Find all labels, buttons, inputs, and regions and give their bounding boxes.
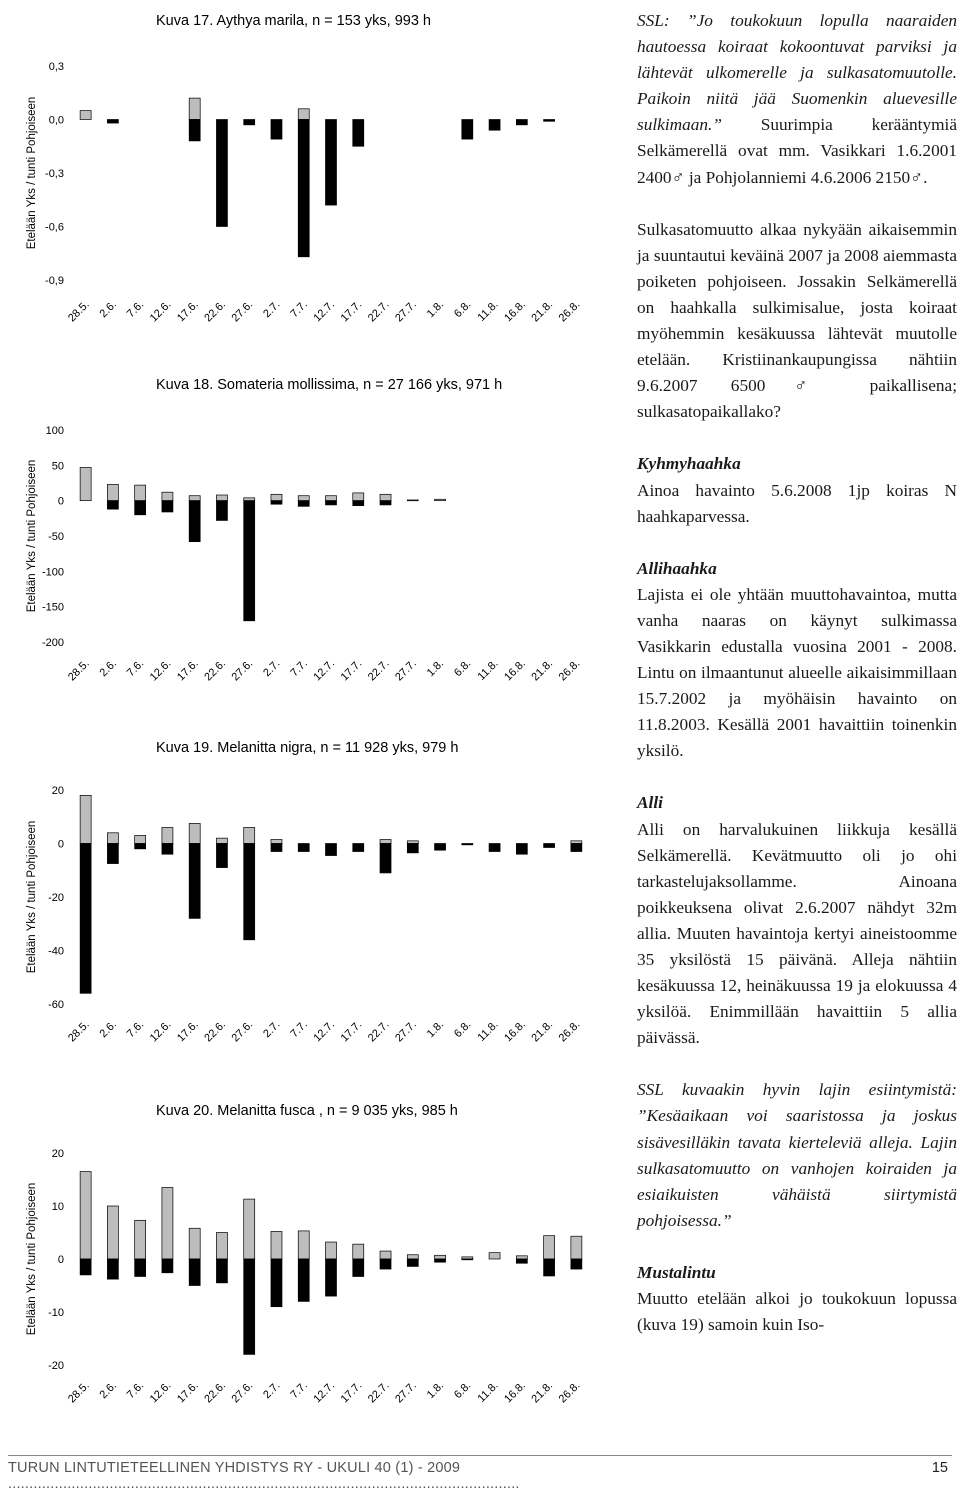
x-tick-label: 27.6. [229,1379,256,1406]
y-tick-label: -100 [41,566,64,579]
x-tick-label: 12.6. [147,1379,174,1406]
x-tick-label: 26.8. [556,1379,583,1406]
x-tick-label: 16.8. [502,1018,528,1045]
y-axis-label-part: Pohjoiseen [26,1182,38,1243]
x-tick-label: 28.5. [65,657,92,684]
bar [271,501,282,505]
x-tick-label: 1.8. [424,657,447,680]
chart-title: Kuva 20. Melanitta fusca , n = 9 035 yks, 985 h [156,1103,458,1119]
y-axis-label-part: Yks / tunti [26,519,38,574]
x-tick-label: 27.7. [393,1018,419,1045]
x-tick-label: 12.6. [147,1018,174,1045]
x-tick-label: 1.8. [424,298,447,321]
bar [516,1256,527,1259]
bar [298,120,309,257]
x-tick-label: 26.8. [556,298,583,325]
x-tick-label: 2.7. [261,657,283,680]
chart-20 [26,1103,582,1405]
heading-allihaahka: Allihaahka [637,558,717,578]
y-tick-label: -10 [48,1307,64,1319]
x-tick-label: 17.7. [338,1018,365,1045]
x-tick-label: 12.7. [311,1018,338,1045]
bar [162,501,173,512]
bar [298,844,309,852]
bar [189,1228,200,1259]
x-tick-label: 16.8. [502,298,528,325]
bar [380,501,391,505]
bar [326,496,337,501]
bar [135,1259,146,1276]
bar [107,484,118,500]
x-tick-label: 22.7. [365,1379,392,1406]
chart-title: Kuva 19. Melanitta nigra, n = 11 928 yks, 979 h [156,740,459,756]
bar [189,823,200,843]
bar [544,844,555,848]
x-tick-label: 22.7. [365,657,392,684]
bar [162,1187,173,1259]
footer-rule [8,1455,952,1456]
bar [462,844,473,845]
x-tick-label: 28.5. [65,298,92,325]
x-tick-label: 27.6. [229,1018,256,1045]
x-tick-label: 22.6. [202,298,229,325]
y-axis-label [26,1183,38,1336]
y-tick-label: 20 [51,785,64,797]
chart-19 [26,740,582,1044]
heading-mustalintu: Mustalintu [637,1262,716,1282]
y-axis-label-part: Pohjoiseen [26,96,38,157]
x-tick-label: 1.8. [424,1018,447,1041]
x-tick-label: 7.6. [124,1379,147,1402]
x-tick-label: 2.6. [97,1379,120,1402]
y-tick-label: 50 [51,460,64,473]
x-tick-label: 7.6. [124,657,147,680]
bar [216,1259,227,1283]
bar [244,1259,255,1354]
y-tick-label: -50 [48,531,64,543]
bar [489,1253,500,1259]
y-tick-label: 0,0 [48,114,64,127]
chart-title: Kuva 17. Aythya marila, n = 153 yks, 993 h [156,13,431,29]
x-tick-label: 27.6. [229,298,256,325]
x-tick-label: 17.6. [175,657,201,684]
bar [489,120,500,131]
bar [380,1251,391,1259]
x-tick-label: 7.7. [288,298,310,321]
bar [271,839,282,843]
x-tick-label: 12.7. [311,1379,338,1406]
bar [244,844,255,940]
x-tick-label: 21.8. [529,1379,556,1406]
chart-18 [26,377,582,683]
x-tick-label: 2.6. [97,1018,120,1041]
ssl-quote: SSL: ”Jo toukokuun lopulla naaraiden hautoessa koiraat kokoontuvat parviksi ja lähtevät ulkomerelle ja sulkasatomuutolle. Paikoin niitä jää Suomenkin aluevesille sulkimaan.” [637,11,957,135]
x-tick-label: 2.7. [261,298,283,321]
x-tick-label: 7.6. [124,298,147,321]
bar [244,1199,255,1259]
y-tick-label: 0 [57,1254,64,1266]
x-tick-label: 17.6. [175,298,201,325]
y-tick-label: 0 [57,838,64,851]
x-tick-label: 2.7. [261,1379,283,1402]
bar [80,844,91,994]
x-tick-label: 21.8. [529,298,556,325]
x-tick-label: 17.6. [175,1018,201,1045]
y-tick-label: -20 [48,892,64,904]
x-tick-label: 22.6. [202,1379,229,1406]
x-tick-label: 2.6. [97,657,120,680]
x-tick-label: 11.8. [475,298,501,324]
y-tick-label: 0 [57,495,64,508]
bar [298,109,309,120]
bar [407,1255,418,1259]
y-axis-label-part: Yks / tunti [26,880,38,935]
paragraph-moult-migration: Sulkasatomuutto alkaa nykyään aikaisemmin ja suuntautui keväinä 2007 ja 2008 aiemmasta poiketen pohjoiseen. Jossakin Selkämerellä on haahkalla sulkimisalue, josta koiraat myöhemmin kesäkuussa lähtevät muutolle etelään. Kristiinankaupungissa nähtiin 9.6.2007 6500♂ paikallisena; sulkasatopaikallako? [637,219,957,422]
bar [407,500,418,501]
bar [244,498,255,501]
bar [571,1259,582,1269]
bar [189,1259,200,1286]
x-tick-label: 22.6. [202,657,229,684]
x-tick-label: 17.7. [338,1379,365,1406]
paragraph-ssl-rest: Suurimpia kerääntymiä Selkämerellä ovat mm. Vasikkari 1.6.2001 2400♂ ja Pohjolanniemi 4.6.2006 2150♂. [637,115,957,187]
y-axis-label-part: Yks / tunti [26,1242,38,1297]
bar [80,795,91,843]
bar [298,1259,309,1301]
bar [135,835,146,843]
chart-title: Kuva 18. Somateria mollissima, n = 27 166 yks, 971 h [156,377,503,393]
bar [271,1259,282,1307]
bar [544,1236,555,1259]
bar [244,120,255,125]
bar [189,98,200,119]
y-tick-label: -40 [48,945,64,958]
bar [244,501,255,621]
x-tick-label: 26.8. [556,1018,583,1045]
bar [380,844,391,873]
bar [216,838,227,843]
bar [271,494,282,500]
bar [107,833,118,844]
bar [544,1259,555,1276]
bar [462,120,473,140]
bar [326,501,337,505]
x-tick-label: 22.6. [202,1018,229,1045]
bar [189,844,200,919]
x-tick-label: 17.7. [338,657,365,684]
bar [80,467,91,500]
bar [189,496,200,501]
y-axis-label-part: Etelään [26,934,38,974]
y-tick-label: 20 [51,1148,64,1160]
paragraph-ssl-quote [637,8,957,191]
bar [407,1259,418,1266]
bar [107,844,118,864]
paragraph-kyhmyhaahka: Ainoa havainto 5.6.2008 1jp koiras N haahkaparvessa. [637,480,957,526]
bar [326,844,337,856]
bar [326,1242,337,1259]
footer-journal: TURUN LINTUTIETEELLINEN YHDISTYS RY - UKULI 40 (1) - 2009 ......................................................................................................................... [8,1460,520,1492]
bar [326,120,337,206]
bar [107,120,118,124]
bar [571,1236,582,1259]
heading-alli: Alli [637,793,663,813]
bar [353,120,364,147]
bar [407,844,418,853]
x-tick-label: 7.7. [288,1018,310,1041]
x-tick-label: 7.7. [288,1379,310,1402]
y-axis-label [26,97,38,250]
x-tick-label: 21.8. [529,657,556,684]
bar [353,493,364,501]
bar [571,844,582,852]
x-tick-label: 22.7. [365,298,392,325]
x-tick-label: 6.8. [451,1379,474,1402]
paragraph-alli: Alli on harvalukuinen liikkuja kesällä Selkämerellä. Kevätmuutto oli jo ohi tarkastelujaksollamme. Ainoana poikkeuksena olivat 2.6.2007 nähdyt 32m allia. Muuten havaintoja kertyi aineistoomme 35 yksilöstä 15 päivänä. Alleja nähtiin kesäkuussa 12, heinäkuussa 19 ja elokuussa 4 yksilöä. Enimmillään havaittiin 5 allia päivässä. [637,819,957,1048]
y-tick-label: -150 [41,601,64,614]
bar [380,494,391,500]
x-tick-label: 2.7. [261,1018,283,1041]
bar [216,1233,227,1260]
bar [271,120,282,140]
bar [80,111,91,120]
bar [80,1172,91,1259]
bar [435,499,446,500]
x-tick-label: 2.6. [97,298,120,321]
x-tick-label: 27.7. [393,1379,419,1406]
y-axis-label [26,460,38,613]
bar [189,501,200,542]
y-axis-label-part: Etelään [26,573,38,613]
y-tick-label: 10 [51,1201,64,1213]
y-tick-label: -60 [48,999,64,1011]
x-tick-label: 27.7. [393,657,419,684]
bar [216,495,227,501]
bar [462,1259,473,1260]
bar [162,827,173,843]
x-tick-label: 27.7. [393,298,419,325]
x-tick-label: 7.6. [124,1018,147,1041]
x-tick-label: 27.6. [229,657,256,684]
bar [135,844,146,849]
x-tick-label: 12.7. [311,657,338,684]
bar [298,496,309,501]
bar [435,1259,446,1262]
bar [435,1255,446,1259]
y-tick-label: 0,3 [48,61,64,73]
bar [298,1231,309,1259]
x-tick-label: 17.7. [338,298,365,325]
bar [489,844,500,852]
y-axis-label [26,821,38,974]
bar [271,1231,282,1259]
article-text-column [637,8,957,1338]
page-number: 15 [931,1460,948,1476]
bar [135,485,146,501]
bar [353,1244,364,1259]
bar [135,1220,146,1259]
y-axis-label-part: Etelään [26,1296,38,1336]
bar [516,1259,527,1263]
bar [162,492,173,500]
bar [271,844,282,852]
bar [107,1259,118,1279]
bar [107,1206,118,1259]
bar [216,120,227,227]
bar [353,1259,364,1276]
x-tick-label: 11.8. [475,1379,501,1405]
heading-kyhmyhaahka: Kyhmyhaahka [637,454,741,474]
x-tick-label: 16.8. [502,657,528,684]
bar [353,844,364,852]
paragraph-alli-ssl: SSL kuvaakin hyvin lajin esiintymistä: ”Kesäaikaan voi saaristossa ja joskus sisävesilläkin tavata kierteleviä alleja. Lajin sulkasatomuutto on vanhojen koiraiden ja esiaikuisten vähäistä siirtymistä pohjoisessa.” [637,1080,957,1230]
bar [135,501,146,515]
bar [380,839,391,843]
paragraph-mustalintu: Muutto etelään alkoi jo toukokuun lopussa (kuva 19) samoin kuin Iso- [637,1289,957,1335]
x-tick-label: 12.6. [147,657,174,684]
y-tick-label: -0,9 [45,275,64,287]
bar [353,501,364,506]
y-tick-label: -0,6 [45,221,64,234]
bar [216,501,227,521]
bar [216,844,227,868]
bar [107,501,118,509]
x-tick-label: 1.8. [424,1379,447,1402]
x-tick-label: 26.8. [556,657,583,684]
x-tick-label: 12.6. [147,298,174,325]
bar [326,1259,337,1296]
bar [380,1259,391,1269]
y-tick-label: -0,3 [45,168,64,180]
bar [544,120,555,122]
y-axis-label-part: Yks / tunti [26,156,38,211]
bar [516,844,527,855]
bar [162,1259,173,1273]
x-tick-label: 7.7. [288,657,310,680]
x-tick-label: 11.8. [475,657,501,683]
x-tick-label: 28.5. [65,1018,92,1045]
bar [162,844,173,855]
y-axis-label-part: Pohjoiseen [26,820,38,881]
bar [516,120,527,125]
x-tick-label: 21.8. [529,1018,556,1045]
x-tick-label: 28.5. [65,1379,92,1406]
bar [571,841,582,844]
paragraph-allihaahka: Lajista ei ole yhtään muuttohavaintoa, mutta vanha naaras on käynyt sulkimassa Vasikkarin edustalla vuosina 2001 - 2008. Lintu on ilmaantunut alueelle aikaisimmillaan 15.7.2002 ja myöhäisin havainto on 11.8.2003. Kesällä 2001 havaittiin toinenkin yksilö. [637,584,957,761]
bar [435,844,446,851]
x-tick-label: 17.6. [175,1379,201,1406]
chart-17 [26,13,582,324]
x-tick-label: 6.8. [451,657,474,680]
x-tick-label: 12.7. [311,298,338,325]
x-tick-label: 22.7. [365,1018,392,1045]
bar [80,1259,91,1275]
bar [298,501,309,507]
x-tick-label: 16.8. [502,1379,528,1406]
bar [407,841,418,844]
y-tick-label: -200 [41,637,64,649]
page-footer [8,1455,952,1492]
x-tick-label: 11.8. [475,1018,501,1044]
x-tick-label: 6.8. [451,1018,474,1041]
y-tick-label: -20 [48,1360,64,1372]
y-axis-label-part: Pohjoiseen [26,459,38,520]
bar [189,120,200,141]
y-axis-label-part: Etelään [26,210,38,250]
y-tick-label: 100 [45,425,64,437]
x-tick-label: 6.8. [451,298,474,321]
bar [244,827,255,843]
